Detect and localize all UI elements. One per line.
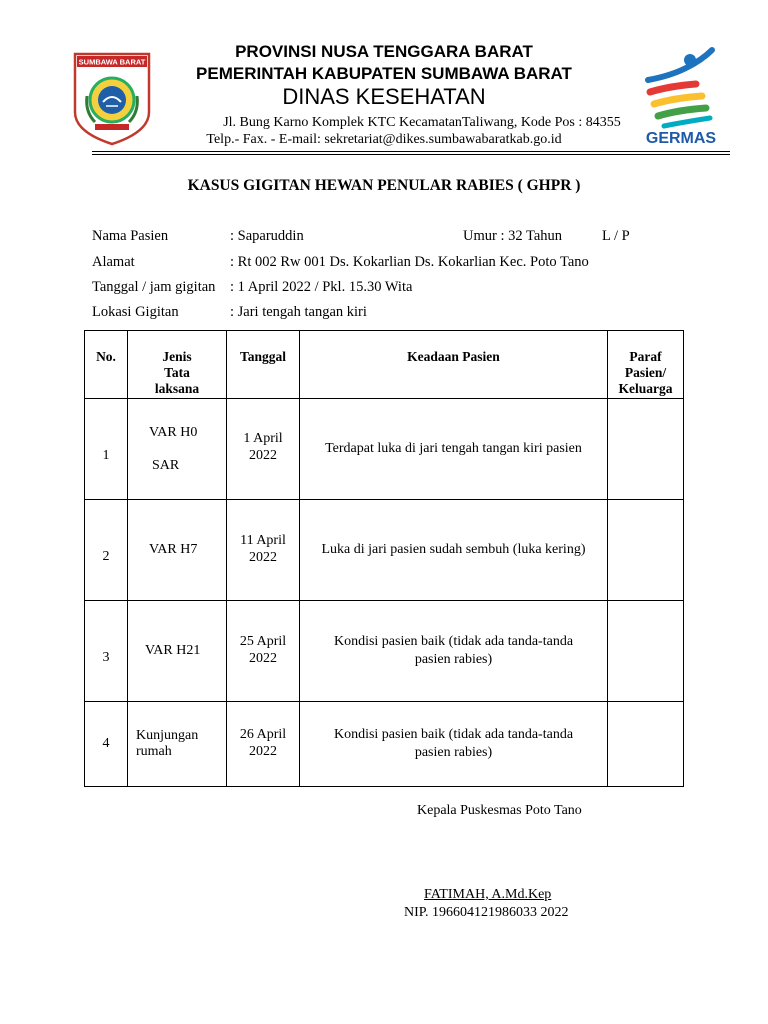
treatment-table [84, 330, 684, 787]
table-row [85, 500, 684, 601]
row-treatment: VAR H21 [145, 643, 201, 658]
header-date: Tanggal [227, 331, 300, 399]
table-row [85, 702, 684, 787]
row-number: 4 [85, 702, 128, 787]
row-treatment: Kunjungan rumah [136, 728, 199, 759]
row-signature [608, 399, 684, 500]
row-number: 2 [85, 500, 128, 601]
table-row [85, 601, 684, 702]
signature-name: FATIMAH, A.Md.Kep [424, 887, 552, 902]
header-office: DINAS KESEHATAN [282, 84, 486, 109]
logo-right-label: GERMAS [645, 130, 717, 146]
header-contact: Telp.- Fax. - E-mail: sekretariat@dikes.sumbawabaratkab.go.id [206, 132, 562, 147]
bite-time-label: Tanggal / jam gigitan [92, 279, 216, 295]
row-signature [608, 500, 684, 601]
row-date: 25 April 2022 [227, 601, 300, 702]
bite-location-label: Lokasi Gigitan [92, 304, 179, 320]
row-treatment: VAR H0 [149, 424, 198, 440]
header-regency: PEMERINTAH KABUPATEN SUMBAWA BARAT [196, 64, 572, 83]
signature-nip: NIP. 196604121986033 2022 [404, 905, 569, 920]
table-row [85, 399, 684, 500]
header-no: No. [85, 331, 128, 399]
signature-position: Kepala Puskesmas Poto Tano [417, 803, 582, 818]
address-label: Alamat [92, 254, 135, 270]
table-body [85, 399, 684, 787]
row-treatment-cell [128, 500, 227, 601]
sex-options: L / P [602, 228, 630, 244]
table-header-row [85, 331, 684, 399]
row-date: 11 April 2022 [227, 500, 300, 601]
header-condition: Keadaan Pasien [300, 331, 608, 399]
name-value: : Saparuddin [230, 228, 304, 244]
row-treatment: VAR H7 [149, 542, 198, 557]
header-province: PROVINSI NUSA TENGGARA BARAT [235, 42, 533, 61]
bite-location-value: : Jari tengah tangan kiri [230, 304, 367, 320]
address-value: : Rt 002 Rw 001 Ds. Kokarlian Ds. Kokarlian Kec. Poto Tano [230, 254, 589, 270]
name-label: Nama Pasien [92, 228, 169, 244]
header-address: Jl. Bung Karno Komplek KTC KecamatanTaliwang, Kode Pos : 84355 [223, 115, 621, 130]
header-rule-thin [92, 154, 730, 155]
header-rule-thick [92, 151, 730, 152]
row-date: 26 April 2022 [227, 702, 300, 787]
row-number: 3 [85, 601, 128, 702]
age-label: Umur : 32 Tahun [463, 228, 563, 244]
header-type: Jenis Tata laksana [128, 331, 227, 399]
row-number: 1 [85, 399, 128, 500]
letterhead [0, 0, 768, 160]
row-treatment-cell [128, 399, 227, 500]
row-signature [608, 601, 684, 702]
header-signature: Paraf Pasien/ Keluarga [608, 331, 684, 399]
bite-time-value: : 1 April 2022 / Pkl. 15.30 Wita [230, 279, 413, 295]
row-treatment-cell [128, 702, 227, 787]
row-condition: Kondisi pasien baik (tidak ada tanda-tanda pasien rabies) [300, 702, 608, 787]
germas-logo-icon [640, 46, 722, 146]
row-condition: Terdapat luka di jari tengah tangan kiri pasien [300, 399, 608, 500]
row-date: 1 April 2022 [227, 399, 300, 500]
row-condition: Kondisi pasien baik (tidak ada tanda-tanda pasien rabies) [300, 601, 608, 702]
document-title: KASUS GIGITAN HEWAN PENULAR RABIES ( GHPR ) [187, 177, 581, 194]
row-condition: Luka di jari pasien sudah sembuh (luka kering) [300, 500, 608, 601]
row-treatment-cell [128, 601, 227, 702]
logo-left-label: SUMBAWA BARAT [78, 57, 146, 67]
row-treatment-secondary: SAR [152, 457, 180, 473]
row-signature [608, 702, 684, 787]
